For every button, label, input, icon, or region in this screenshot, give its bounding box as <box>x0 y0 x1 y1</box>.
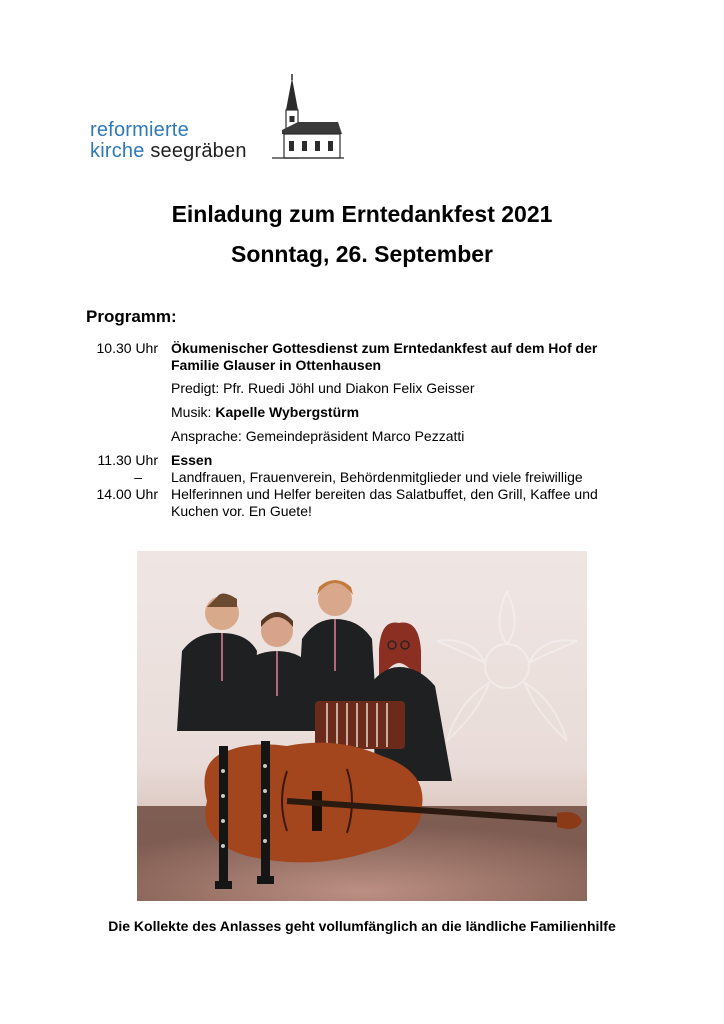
program-item-2-time-start: 11.30 Uhr <box>97 452 158 468</box>
church-logo <box>90 74 350 164</box>
church-icon <box>272 74 344 160</box>
logo-line-2a: kirche <box>90 140 145 162</box>
program-item-1-title: Ökumenischer Gottesdienst zum Erntedankfest auf dem Hof der Familie Glauser in Ottenhausen <box>171 340 598 373</box>
program-item-2-time-dash: – <box>134 469 142 485</box>
program-item-2-title: Essen <box>171 452 213 468</box>
logo-line-2b: seegräben <box>150 140 247 162</box>
band-photo <box>137 551 587 901</box>
page-title: Einladung zum Erntedankfest 2021 <box>171 201 553 227</box>
logo-text <box>90 120 247 162</box>
program-item-1-time: 10.30 Uhr <box>96 340 158 356</box>
program-item-1-speech: Ansprache: Gemeindepräsident Marco Pezzatti <box>171 428 465 444</box>
page-subtitle-date: Sonntag, 26. September <box>230 241 493 267</box>
music-label: Musik: <box>171 404 212 420</box>
music-band: Kapelle Wybergstürm <box>215 404 360 420</box>
program-item-1-music <box>171 404 631 421</box>
program-item-1-preacher: Predigt: Pfr. Ruedi Jöhl und Diakon Felix Geisser <box>171 380 475 396</box>
program-item-2-text: Landfrauen, Frauenverein, Behördenmitglieder und viele freiwillige Helferinnen und Helfer bereiten das Salatbuffet, den Grill, Kaffee und Kuchen vor. En Guete! <box>171 469 598 519</box>
program-item-2-time-end: 14.00 Uhr <box>96 486 158 502</box>
logo-line-1: reformierte <box>90 119 189 141</box>
collection-note: Die Kollekte des Anlasses geht vollumfänglich an die ländliche Familienhilfe <box>108 918 616 934</box>
program-heading: Programm: <box>86 307 177 326</box>
